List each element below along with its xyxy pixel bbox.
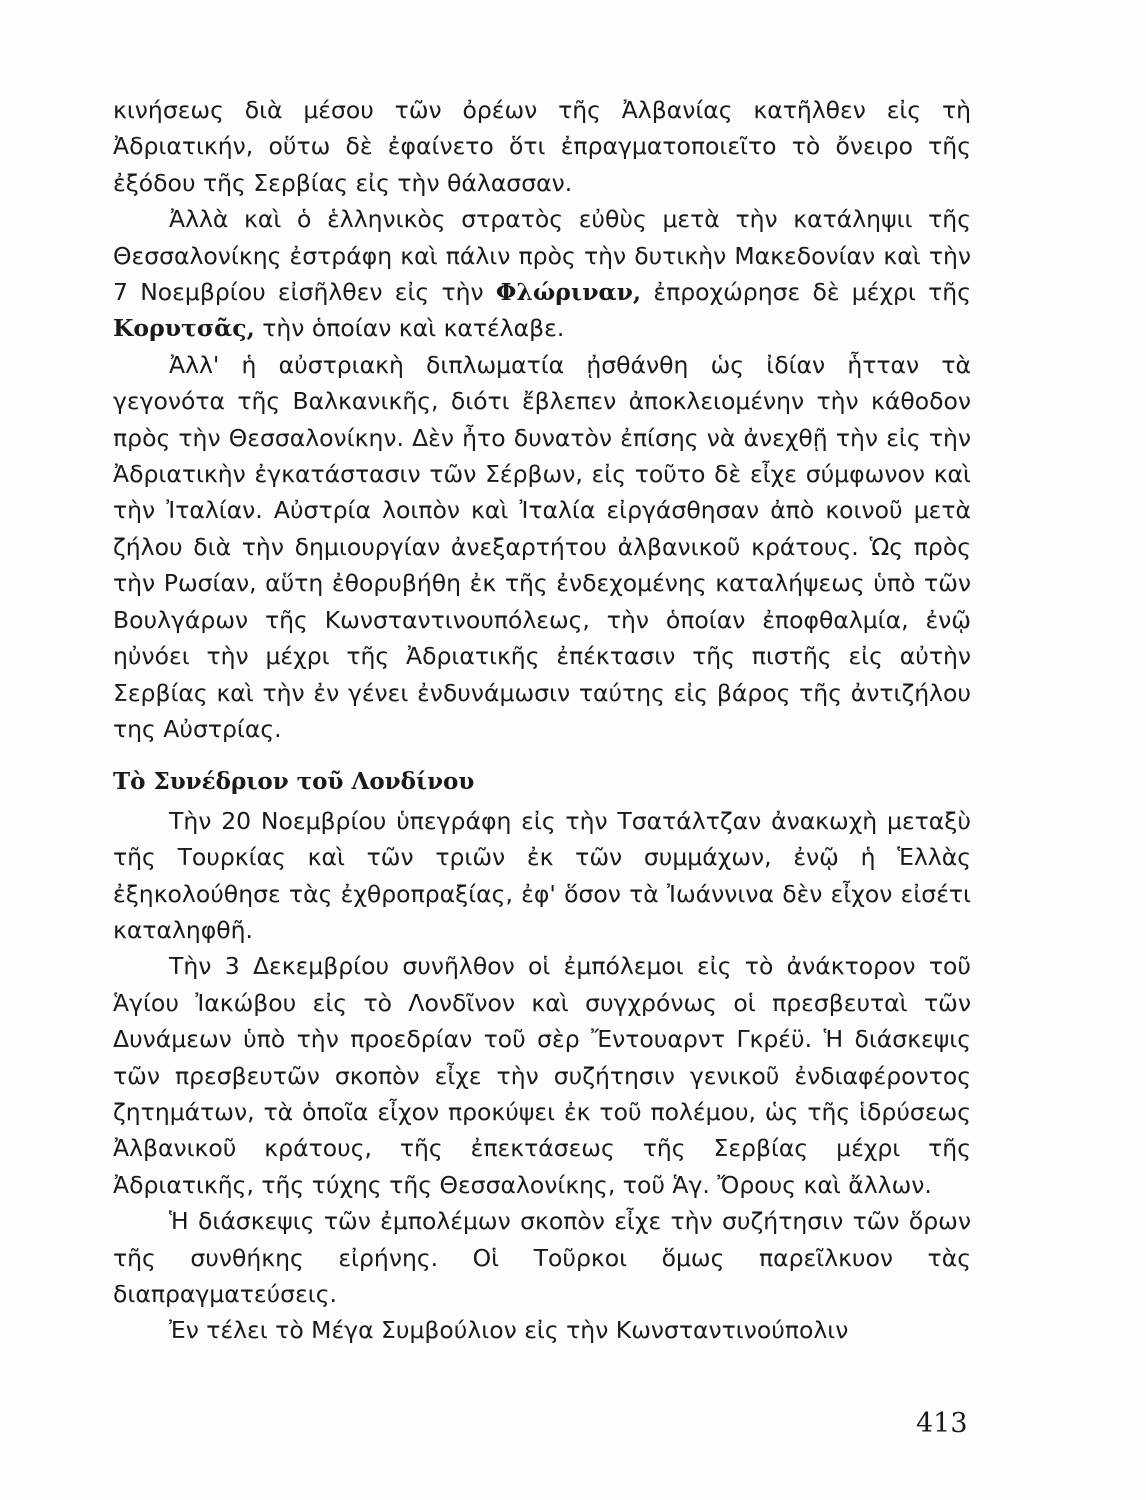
paragraph-5: Τὴν 3 Δεκεμβρίου συνῆλθον οἱ ἐμπόλεμοι εἰς τὸ ἀνάκτορον τοῦ Ἁγίου Ἰακώβου εἰς τὸ Λονδῖνον καὶ συγχρόνως οἱ πρεσβευταὶ τῶν Δυνάμεων ὑπὸ τὴν προεδρίαν τοῦ σὲρ Ἔντουαρντ Γκρέϋ. Ἡ διάσκεψις τῶν πρεσβευτῶν σκοπὸν εἶχε τὴν συζήτησιν γενικοῦ ἐνδιαφέροντος ζητημάτων, τὰ ὁποῖα εἶχον προκύψει ἐκ τοῦ πολέμου, ὡς τῆς ἱδρύσεως Ἀλβανικοῦ κράτους, τῆς ἐπεκτάσεως τῆς Σερβίας μέχρι τῆς Ἀδριατικῆς, τῆς τύχης τῆς Θεσσαλονίκης, τοῦ Ἁγ. Ὄρους καὶ ἄλλων. <box>113 952 971 1199</box>
paragraph-2-part-a: Ἀλλὰ καὶ ὁ ἑλληνικὸς στρατὸς εὐθὺς μετὰ τὴν κατάληψιι τῆς Θεσσαλονίκης ἐστράφη καὶ πάλιν πρὸς τὴν δυτικὴν Μακεδονίαν καὶ τὴν 7 Νοεμβρίου εἰσῆλθεν εἰς τὴν <box>113 205 971 307</box>
paragraph-4: Τὴν 20 Νοεμβρίου ὑπεγράφη εἰς τὴν Τσατάλτζαν ἀνακωχὴ μεταξὺ τῆς Τουρκίας καὶ τῶν τριῶν ἐκ τῶν συμμάχων, ἐνῷ ἡ Ἑλλὰς ἐξηκολούθησε τὰς ἐχθροπραξίας, ἐφ' ὅσον τὰ Ἰωάννινα δὲν εἶχον εἰσέτι καταληφθῆ. <box>113 806 971 944</box>
paragraph-2-part-b: ἐπροχώρησε δὲ μέχρι τῆς <box>641 278 971 307</box>
paragraph-3: Ἀλλ' ἡ αὐστριακὴ διπλωματία ᾐσθάνθη ὡς ἰδίαν ἧτταν τὰ γεγονότα τῆς Βαλκανικῆς, διότι ἔβλεπεν ἀποκλειομένην τὴν κάθοδον πρὸς τὴν Θεσσαλονίκην. Δὲν ἦτο δυνατὸν ἐπίσης νὰ ἀνεχθῇ τὴν εἰς τὴν Ἀδριατικὴν ἐγκατάστασιν τῶν Σέρβων, εἰς τοῦτο δὲ εἶχε σύμφωνον καὶ τὴν Ἰταλίαν. Αὐστρία λοιπὸν καὶ Ἰταλία εἰργάσθησαν ἀπὸ κοινοῦ μετὰ ζήλου διὰ τὴν δημιουργίαν ἀνεξαρτήτου ἀλβανικοῦ κράτους. Ὡς πρὸς τὴν Ρωσίαν, αὕτη ἐθορυβήθη ἐκ τῆς ἐνδεχομένης καταλήψεως ὑπὸ τῶν Βουλγάρων τῆς Κωνσταντινουπόλεως, τὴν ὁποίαν ἐποφθαλμία, ἐνῷ ηὐνόει τὴν μέχρι τῆς Ἀδριατικῆς ἐπέκτασιν τῆς πιστῆς εἰς αὐτὴν Σερβίας καὶ τὴν ἐν γένει ἐνδυνάμωσιν ταύτης εἰς βάρος τῆς ἀντιζήλου της Αὐστρίας. <box>113 350 971 743</box>
paragraph-7: Ἐν τέλει τὸ Μέγα Συμβούλιον εἰς τὴν Κωνσταντινούπολιν <box>169 1316 849 1345</box>
paragraph-2-part-c: τὴν ὁποίαν καὶ κατέλαβε. <box>254 314 565 343</box>
body-text <box>113 92 971 1349</box>
page-number: 413 <box>916 1408 968 1439</box>
place-name-florina: Φλώριναν, <box>495 278 642 307</box>
paragraph-1: κινήσεως διὰ μέσου τῶν ὀρέων τῆς Ἀλβανίας κατῆλθεν εἰς τὴ Ἀδριατικήν, οὕτω δὲ ἐφαίνετο ὅτι ἐπραγματοποιεῖτο τὸ ὄνειρο τῆς ἐξόδου τῆς Σερβίας εἰς τὴν θάλασσαν. <box>113 96 971 197</box>
paragraph-6: Ἡ διάσκεψις τῶν ἐμπολέμων σκοπὸν εἶχε τὴν συζήτησιν τῶν ὅρων τῆς συνθήκης εἰρήνης. Οἱ Τοῦρκοι ὅμως παρεῖλκυον τὰς διαπραγματεύσεις. <box>113 1207 971 1308</box>
place-name-korytsa: Κορυτσᾶς, <box>113 314 255 343</box>
paragraph-2 <box>113 201 971 347</box>
section-heading: Τὸ Συνέδριον τοῦ Λονδίνου <box>113 768 475 796</box>
